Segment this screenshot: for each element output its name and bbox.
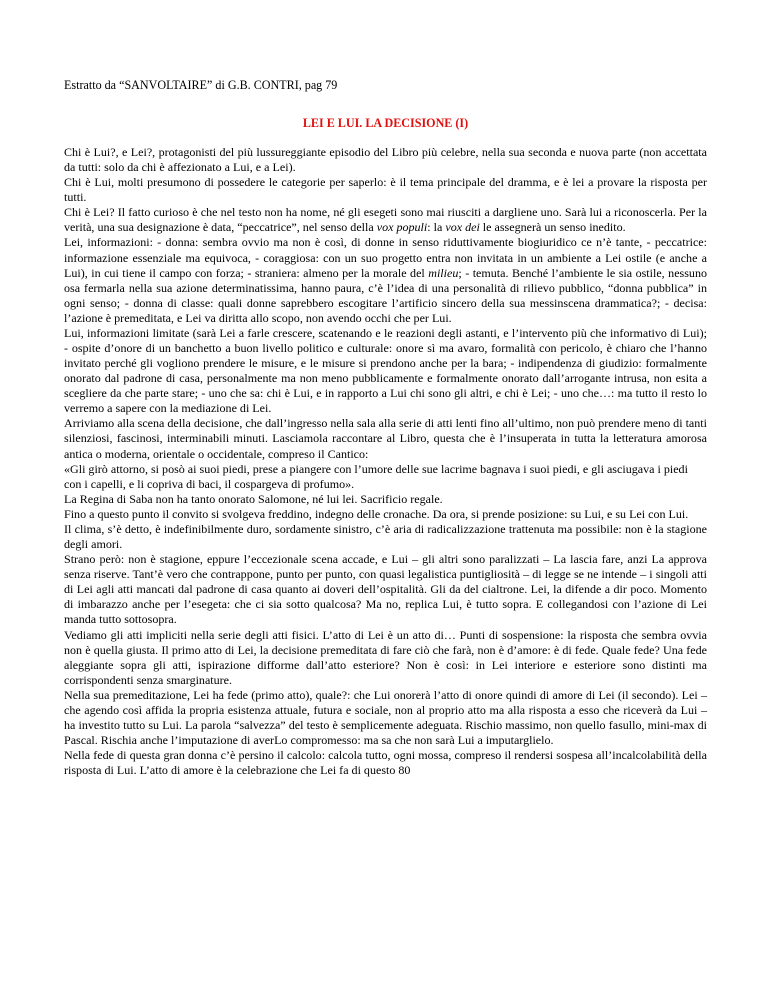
paragraph: Strano però: non è stagione, eppure l’eccezionale scena accade, e Lui – gli altri sono paralizzati – La lascia fare, anzi La approva senza riserve. Tant’è vero che contrappone, punto per punto, con quasi legalistica puntigliosità – di legge se ne intende – i singoli atti di Lei agli atti mancati dal padrone di casa quanto ai doveri dell’ospitalità. Gli da del cialtrone. Lei, la difende a dir poco. Momento di imbarazzo anche per l’esegeta: che ci sia sotto qualcosa? Ma no, replica Lui, è tutto sopra. E collegandosi con l’azione di Lei manda tutto sottosopra.: [64, 552, 707, 627]
italic-text: vox dei: [445, 220, 480, 235]
paragraph: Chi è Lui, molti presumono di possedere le categorie per saperlo: è il tema principale del dramma, e è lei a provare la risposta per tutti.: [64, 175, 707, 205]
italic-text: vox populi: [376, 220, 428, 235]
text-run: le assegnerà un senso inedito.: [479, 220, 626, 235]
paragraph: Fino a questo punto il convito si svolgeva freddino, indegno delle cronache. Da ora, si prende posizione: su Lui, e su Lei con Lui.: [64, 506, 689, 521]
text-run: ; - temuta. Benché l’ambiente le sia ostile, nessuno osa fermarla nella sua azione determinatissima, hanno paura, c’è l’idea di una personalità di rilievo pubblico, “donna pubblica” in ogni senso; - donna di classe: quali donne saprebbero escogitare l’artificio sincero della sua messinscena drammatica?; - decisa: l’azione è premeditata, e Lei va diritta allo scopo, non avendo occhi che per Lui.: [64, 265, 707, 325]
paragraph: [64, 235, 707, 325]
document-title: LEI E LUI. LA DECISIONE (I): [302, 116, 469, 130]
paragraph: Arriviamo alla scena della decisione, che dall’ingresso nella sala alla serie di atti lenti fino all’ultimo, non può prendere meno di tanti silenziosi, fascinosi, interminabili minuti. Lasciamola raccontare al Libro, questa che è l’insuperata in tutta la letteratura amorosa antica o moderna, orientale o occidentale, compreso il Cantico:: [64, 416, 707, 461]
paragraph: Nella fede di questa gran donna c’è persino il calcolo: calcola tutto, ogni mossa, compreso il rendersi sospesa all’incalcolabilità della risposta di Lui. L’atto di amore è la celebrazione che Lei fa di questo 80: [64, 748, 707, 778]
paragraph: Lui, informazioni limitate (sarà Lei a farle crescere, scatenando e le reazioni degli astanti, e l’intervento più che informativo di Lui); - ospite d’onore di un banchetto a buon livello politico e culturale: onore sì ma avaro, formalità con pericolo, è chiaro che l’hanno invitato perché gli vogliono prendere le misure, e le misure si prendono anche per la bara; - indipendenza di giudizio: formalmente onorato dal padrone di casa, personalmente ma non meno pubblicamente e formalmente onorato dall’arrogante intrusa, non esita a scegliere da che parte stare; - uno che sa: chi è Lui, e in rapporto a Lui chi sono gli altri, e chi è Lei; - uno che…: ma tutto il resto lo verremo a sapere con la mediazione di Lei.: [64, 325, 707, 416]
paragraph: Nella sua premeditazione, Lei ha fede (primo atto), quale?: che Lui onorerà l’atto di onore quindi di amore di Lei (il secondo). Lei – che agendo così affida la propria esistenza attuale, futura e sociale, non al proprio atto ma alla risposta a esso che riceverà da Lui – ha investito tutto su Lui. La parola “salvezza” del testo è semplicemente adeguata. Rischio massimo, non quello fasullo, mini-max di Pascal. Rischia anche l’imputazione di averLo compromesso: ma sa che non sarà Lui a imputarglielo.: [64, 687, 707, 748]
document-page: [64, 78, 707, 778]
paragraph: Il clima, s’è detto, è indefinibilmente duro, sordamente sinistro, c’è aria di radicalizzazione trattenuta ma possibile: non è la stagione degli amori.: [64, 521, 707, 552]
source-line: [64, 78, 707, 93]
quotation: «Gli girò attorno, si posò ai suoi piedi, prese a piangere con l’umore delle sue lacrime bagnava i suoi piedi, e gli asciugava i piedi con i capelli, e li copriva di baci, il cospargeva di profumo».: [64, 461, 688, 491]
source-text: Estratto da “SANVOLTAIRE” di G.B. CONTRI, pag 79: [64, 78, 338, 92]
paragraph: La Regina di Saba non ha tanto onorato Salomone, né lui lei. Sacrificio regale.: [64, 491, 443, 506]
text-run: : la: [427, 220, 446, 235]
paragraph: [64, 205, 707, 235]
text-run: Lei, informazioni: - donna: sembra ovvio ma non è così, di donne in senso riduttivamente biogiuridico ce n’è tante, - peccatrice: informazione essenziale ma equivoca, - coraggiosa: con un suo progetto entra non invitata in un ambiente a Lei ostile (e anche a Lui), in cui tiene il campo con forza; - straniera: almeno per la morale del: [64, 235, 707, 280]
italic-text: milieu: [428, 265, 459, 280]
paragraph: Vediamo gli atti impliciti nella serie degli atti fisici. L’atto di Lei è un atto di… Punti di sospensione: la risposta che sembra ovvia non è quella giusta. Il primo atto di Lei, la decisione premeditata di fare ciò che farà, non è d’amore: è di fede. Quale fede? Una fede aleggiante sopra gli atti, ispirazione difforme dall’atto esteriore? Non è così: in Lei interiore e esteriore sono distinti ma corrispondenti senza smarginature.: [64, 627, 707, 687]
paragraph: Chi è Lui?, e Lei?, protagonisti del più lussureggiante episodio del Libro più celebre, nella sua seconda e nuova parte (non accettata da tutti: solo da chi è affezionato a Lui, e a Lei).: [64, 145, 707, 175]
text-run: Chi è Lei? Il fatto curioso è che nel testo non ha nome, né gli esegeti sono mai riusciti a dargliene uno. Sarà lui a riconoscerla. Per la verità, una sua designazione è data, “peccatrice”, nel senso della: [64, 205, 707, 235]
